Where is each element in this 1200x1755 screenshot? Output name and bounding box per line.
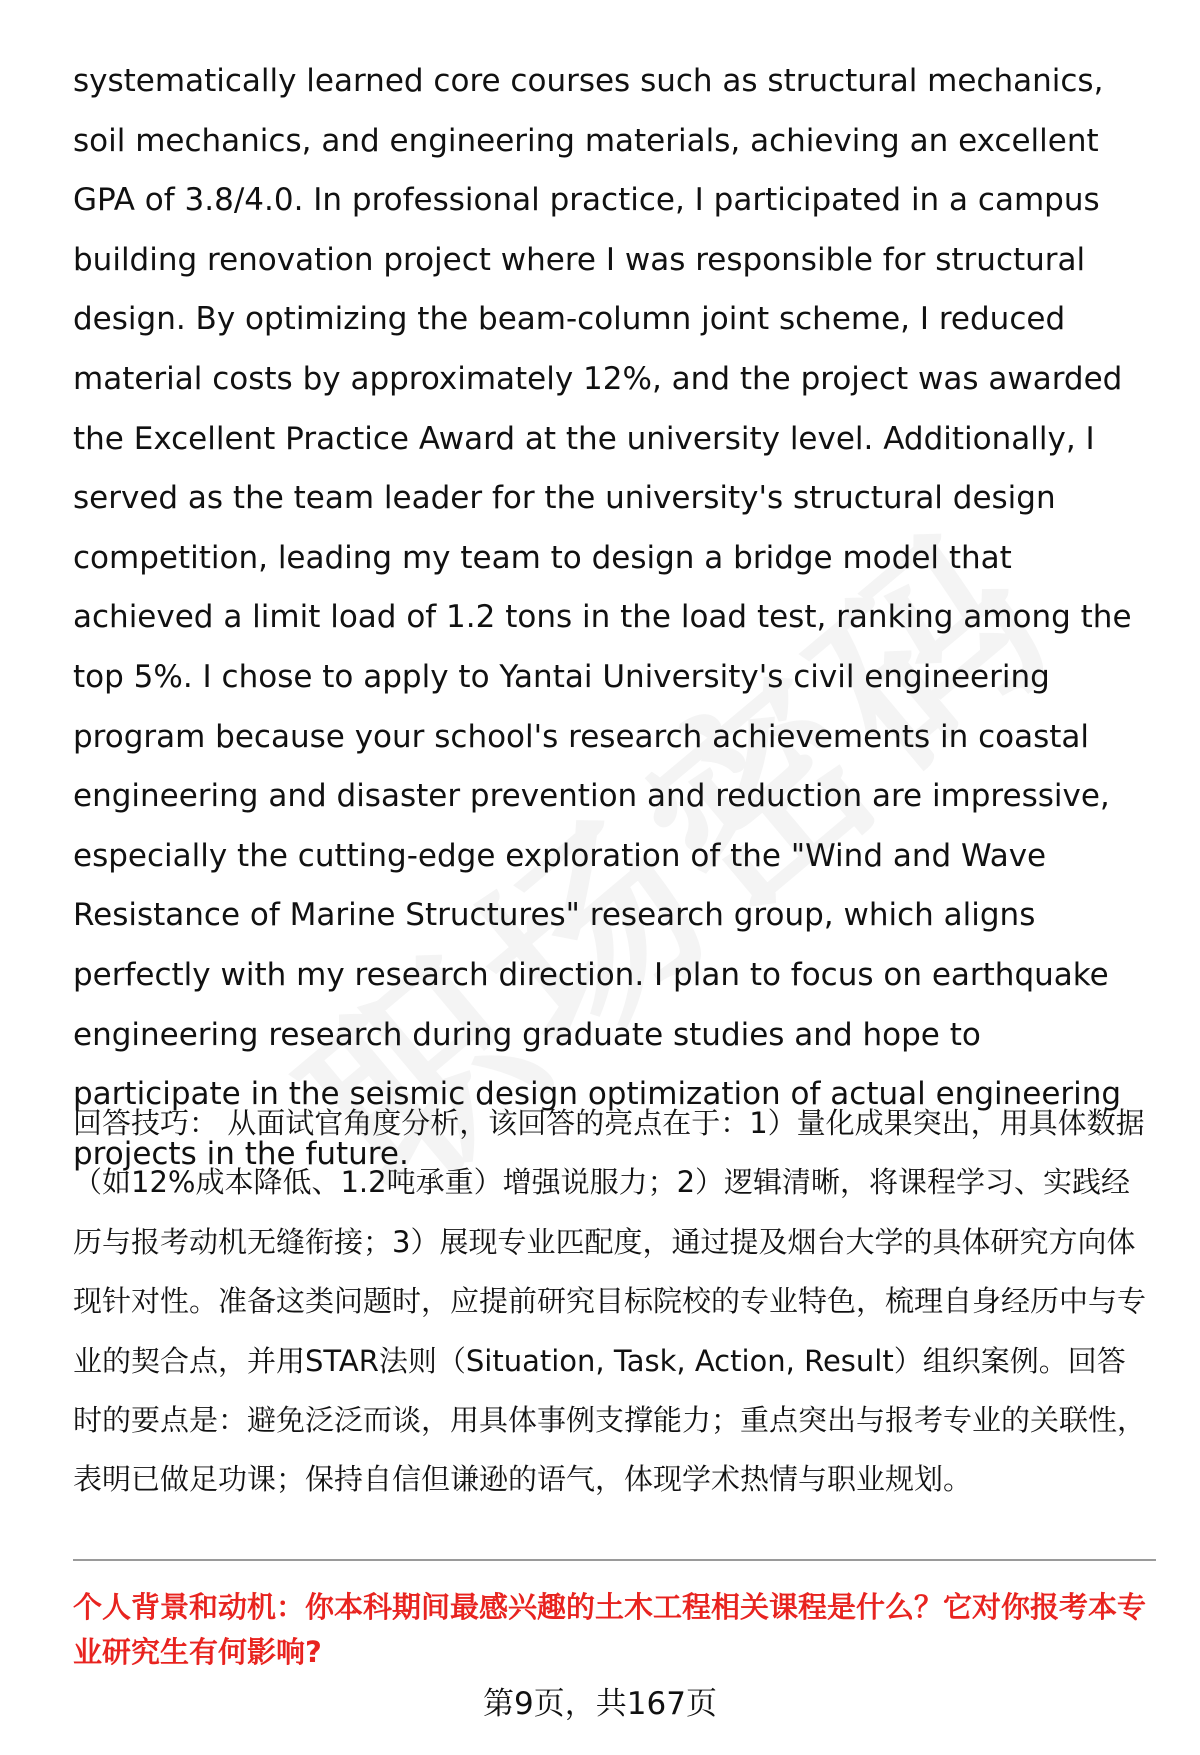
- answer-paragraph: systematically learned core courses such as structural mechanics, soil mechanics, and engineering materials, achieving an excellent GPA of 3.8/4.0. In professional practice, I participated in a campus building renovation project where I was responsible for structural design. By optimizing the beam-column joint scheme, I reduced material costs by approximately 12%, and the project was awarded the Excellent Practice Award at the university level. Additionally, I served as the team leader for the university's structural design competition, leading my team to design a bridge model that achieved a limit load of 1.2 tons in the load test, ranking among the top 5%. I chose to apply to Yantai University's civil engineering program because your school's research achievements in coastal engineering and disaster prevention and reduction are impressive, especially the cutting-edge exploration of the "Wind and Wave Resistance of Marine Structures" research group, which aligns perfectly with my research direction. I plan to focus on earthquake engineering research during graduate studies and hope to participate in the seismic design optimization of actual engineering projects in the future.: [73, 63, 1132, 1172]
- section-divider: [73, 1559, 1156, 1561]
- answer-tips-paragraph: 回答技巧： 从面试官角度分析，该回答的亮点在于：1）量化成果突出，用具体数据（如12%成本降低、1.2吨承重）增强说服力；2）逻辑清晰，将课程学习、实践经历与报考动机无缝衔接；3）展现专业匹配度，通过提及烟台大学的具体研究方向体现针对性。准备这类问题时，应提前研究目标院校的专业特色，梳理自身经历中与专业的契合点，并用STAR法则（Situation, Task, Action, Result）组织案例。回答时的要点是：避免泛泛而谈，用具体事例支撑能力；重点突出与报考专业的关联性，表明已做足功课；保持自信但谦逊的语气，体现学术热情与职业规划。: [73, 1106, 1147, 1497]
- page-content: [73, 52, 1153, 1497]
- next-question-heading: 个人背景和动机：你本科期间最感兴趣的土木工程相关课程是什么？它对你报考本专业研究生有何影响?: [73, 1590, 1147, 1669]
- page-number: 第9页，共167页: [483, 1686, 717, 1722]
